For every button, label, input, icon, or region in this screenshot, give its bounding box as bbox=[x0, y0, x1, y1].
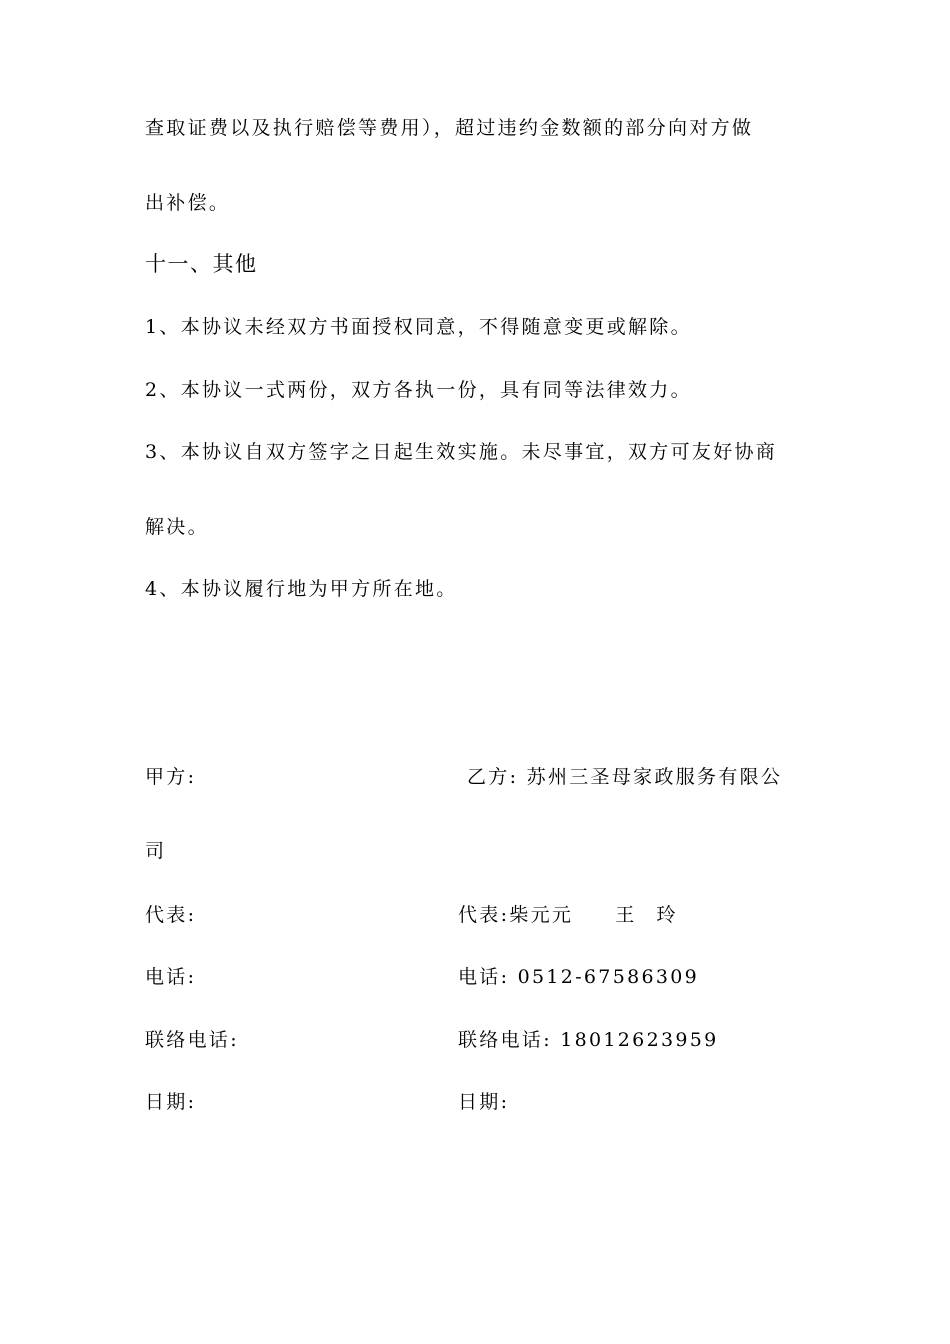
party-b-rep bbox=[458, 902, 678, 928]
party-b-label: 乙方: 苏州三圣母家政服务有限公 bbox=[467, 766, 783, 788]
paragraph-line: 查取证费以及执行赔偿等费用），超过违约金数额的部分向对方做 bbox=[145, 117, 754, 139]
party-a-contact-label: 联络电话: bbox=[145, 1029, 239, 1051]
party-b-name-cont: 司 bbox=[145, 840, 167, 862]
clause-2: 2、本协议一式两份，双方各执一份，具有同等法律效力。 bbox=[145, 379, 692, 401]
party-a-phone-label: 电话: bbox=[145, 966, 197, 988]
paragraph-line: 出补偿。 bbox=[145, 192, 231, 214]
clause-3-cont: 解决。 bbox=[145, 516, 209, 538]
section-heading: 十一、其他 bbox=[145, 252, 258, 276]
party-b-phone: 电话: 0512-67586309 bbox=[458, 966, 700, 988]
clause-1: 1、本协议未经双方书面授权同意，不得随意变更或解除。 bbox=[145, 316, 692, 338]
party-b-date-label: 日期: bbox=[458, 1091, 510, 1113]
party-a-label: 甲方: bbox=[145, 766, 197, 788]
party-b-rep-label: 代表: bbox=[458, 904, 510, 926]
party-b-rep-name-1: 柴元元 bbox=[509, 904, 574, 926]
party-a-date-label: 日期: bbox=[145, 1091, 197, 1113]
party-b-contact-phone: 联络电话: 18012623959 bbox=[458, 1029, 719, 1051]
clause-4: 4、本协议履行地为甲方所在地。 bbox=[145, 578, 458, 600]
party-a-rep-label: 代表: bbox=[145, 904, 197, 926]
clause-3: 3、本协议自双方签字之日起生效实施。未尽事宜，双方可友好协商 bbox=[145, 441, 778, 463]
party-b-rep-name-2-first: 王 bbox=[615, 904, 637, 926]
party-b-rep-name-2-last: 玲 bbox=[656, 904, 678, 926]
